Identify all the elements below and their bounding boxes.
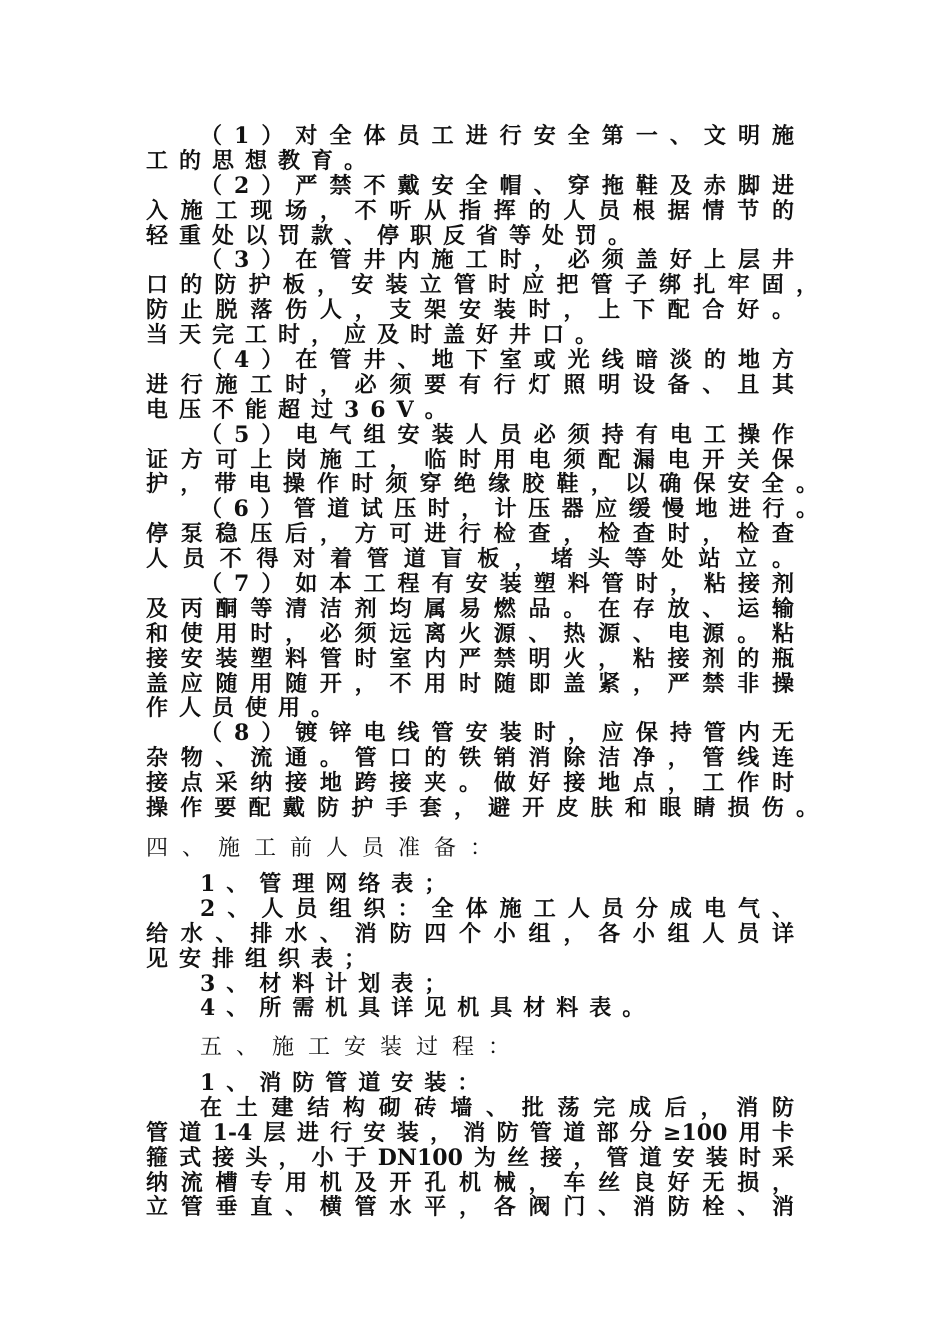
text-line: （2）严禁不戴安全帽、穿拖鞋及赤脚进 (200, 173, 794, 199)
text-line: 操作要配戴防护手套，避开皮肤和眼睛损伤。 (146, 795, 818, 821)
text-line: 作人员使用。 (146, 695, 345, 721)
text-line: （5）电气组安装人员必须持有电工操作 (200, 422, 794, 448)
text-line: 轻重处以罚款、停职反省等处罚。 (146, 223, 642, 249)
text-line: 和使用时，必须远离火源、热源、电源。粘 (146, 621, 794, 647)
text-line: 当天完工时，应及时盖好井口。 (146, 322, 609, 348)
text-line: 人员不得对着管道盲板，堵头等处站立。 (146, 546, 794, 572)
text-line: （1）对全体员工进行安全第一、文明施 (200, 123, 794, 149)
text-line: 进行施工时，必须要有行灯照明设备、且其 (146, 372, 794, 398)
text-line: （7）如本工程有安装塑料管时，粘接剂 (200, 571, 794, 597)
text-line: 纳流槽专用机及开孔机械，车丝良好无损， (146, 1170, 794, 1196)
text-line: （6）管道试压时，计压器应缓慢地进行。 (200, 496, 818, 522)
text-line: 杂物、流通。管口的铁销消除洁净，管线连 (146, 745, 794, 771)
text-line: 停泵稳压后，方可进行检查，检查时，检查 (146, 521, 794, 547)
section-heading: 五、施工安装过程： (200, 1035, 525, 1060)
text-line: 见安排组织表； (146, 946, 378, 972)
subsection-heading: 1、消防管道安装： (200, 1070, 491, 1096)
text-line: 给水、排水、消防四个小组，各小组人员详 (146, 921, 794, 947)
list-item: 2、人员组织：全体施工人员分成电气、 (200, 896, 794, 922)
text-line: 管道1-4层进行安装，消防管道部分≥100用卡 (146, 1120, 794, 1146)
text-line: 防止脱落伤人，支架安装时，上下配合好。 (146, 297, 794, 323)
text-line: 电压不能超过36V。 (146, 397, 458, 423)
text-line: （8）镀锌电线管安装时，应保持管内无 (200, 720, 794, 746)
text-line: 在土建结构砌砖墙、批荡完成后，消防 (200, 1095, 794, 1121)
text-line: 入施工现场，不听从指挥的人员根据情节的 (146, 198, 794, 224)
list-item: 1、管理网络表； (200, 871, 458, 897)
text-line: 盖应随用随开，不用时随即盖紧，严禁非操 (146, 671, 794, 697)
section-heading: 四、施工前人员准备： (146, 836, 507, 861)
text-line: 口的防护板，安装立管时应把管子绑扎牢固， (146, 272, 818, 298)
text-line: 及丙酮等清洁剂均属易燃品。在存放、运输 (146, 596, 794, 622)
list-item: 4、所需机具详见机具材料表。 (200, 995, 656, 1021)
text-line: 工的思想教育。 (146, 148, 378, 174)
text-line: 立管垂直、横管水平，各阀门、消防栓、消 (146, 1194, 794, 1220)
text-line: （3）在管井内施工时，必须盖好上层井 (200, 247, 794, 273)
text-line: 接点采纳接地跨接夹。做好接地点，工作时 (146, 770, 794, 796)
text-line: 箍式接头，小于DN100为丝接，管道安装时采 (146, 1145, 794, 1171)
text-line: （4）在管井、地下室或光线暗淡的地方 (200, 347, 794, 373)
text-line: 接安装塑料管时室内严禁明火，粘接剂的瓶 (146, 646, 794, 672)
list-item: 3、材料计划表； (200, 971, 458, 997)
text-line: 护，带电操作时须穿绝缘胶鞋，以确保安全。 (146, 471, 818, 497)
text-line: 证方可上岗施工，临时用电须配漏电开关保 (146, 447, 794, 473)
